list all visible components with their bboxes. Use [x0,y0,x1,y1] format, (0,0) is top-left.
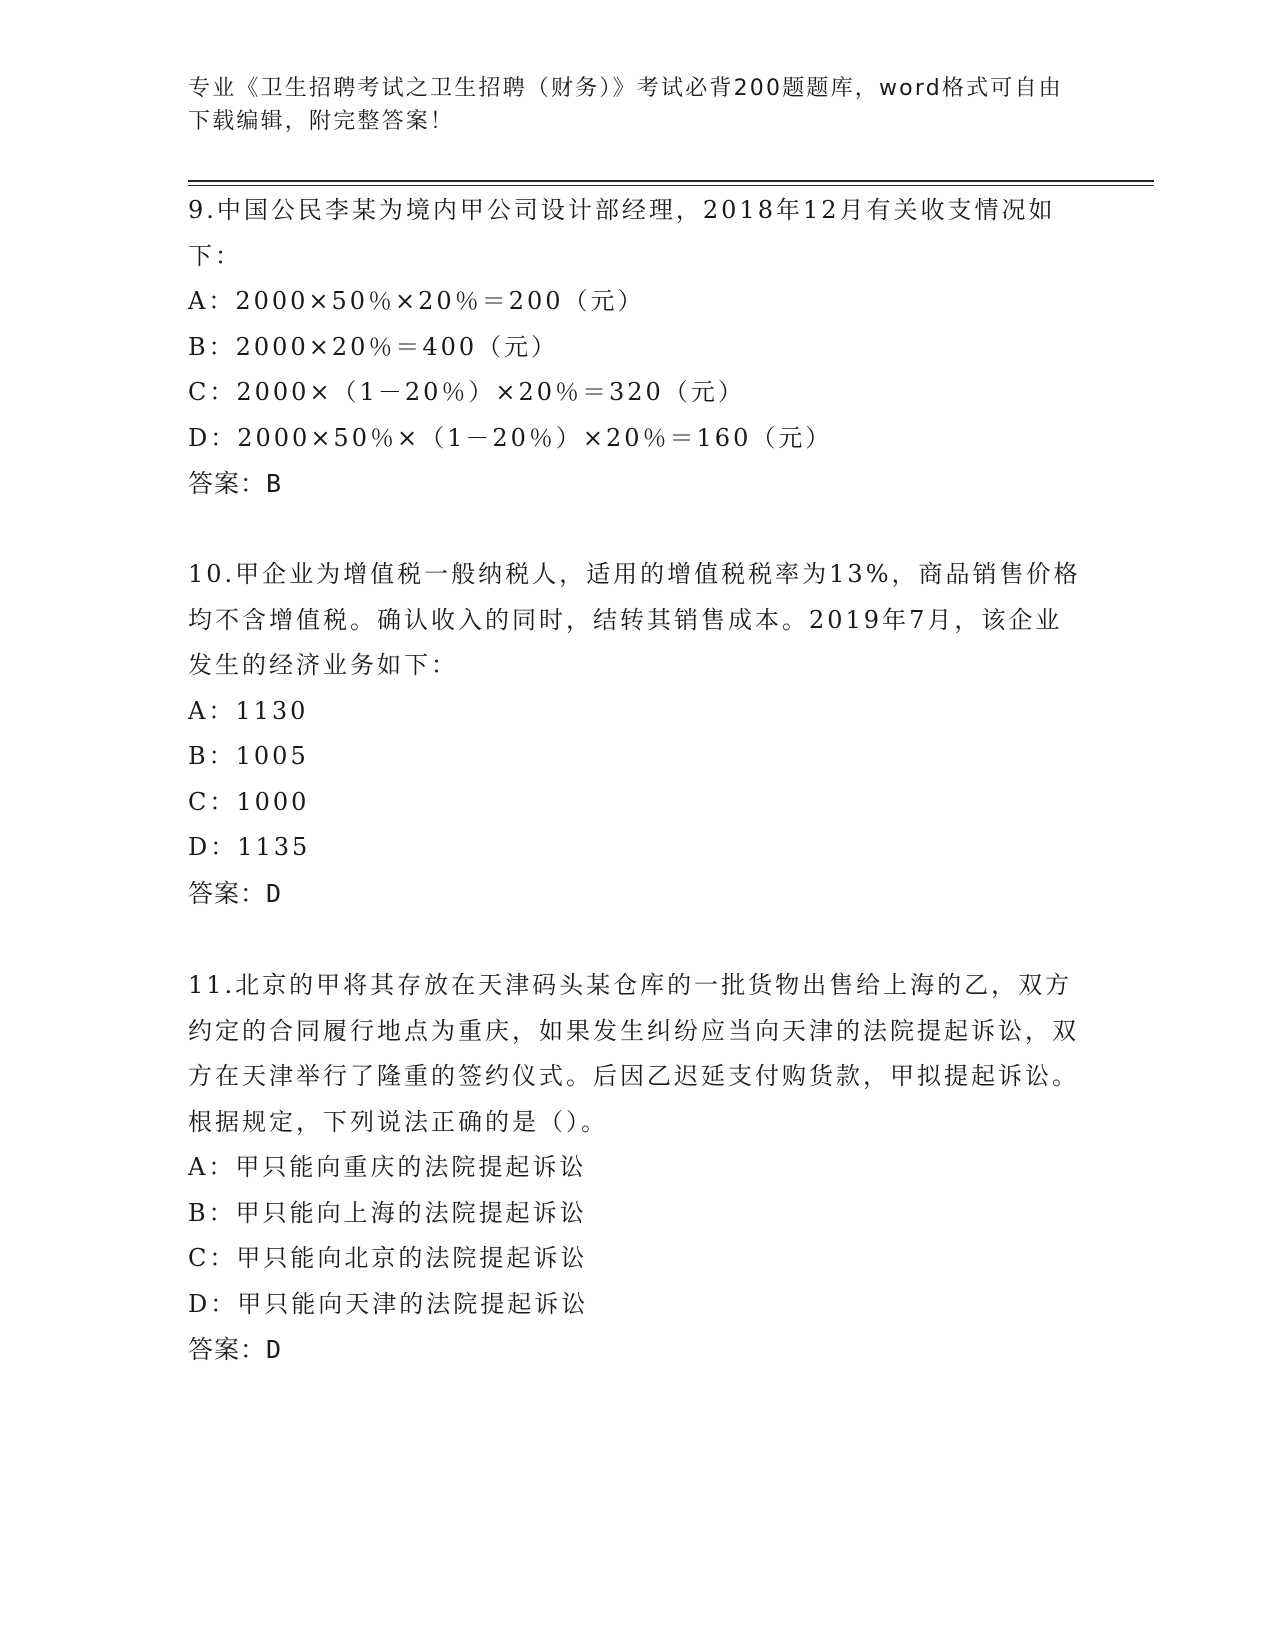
option-b: B：1005 [188,742,309,770]
option-a: A：1130 [188,696,309,725]
answer-value: B [266,469,283,498]
option-d: D：1135 [188,833,311,861]
option-a: A：2000×50％×20％＝200（元） [188,287,645,315]
answer-label: 答案： [188,878,267,908]
header-divider-thin [188,185,1154,186]
header-divider-thick [188,180,1154,182]
answer-line [188,871,1088,917]
answer-label: 答案： [188,469,267,498]
document-header: 专业《卫生招聘考试之卫生招聘（财务）》考试必背200题题库，word格式可自由下载编辑，附完整答案！ [188,76,1063,134]
question-11 [188,963,1088,1373]
option-d: D：甲只能向天津的法院提起诉讼 [188,1289,589,1318]
answer-line [188,1327,1088,1373]
question-10 [188,552,1088,916]
question-stem: 9.中国公民李某为境内甲公司设计部经理，2018年12月有关收支情况如下： [188,196,1056,270]
answer-line [188,461,1088,507]
option-b: B：甲只能向上海的法院提起诉讼 [188,1198,587,1227]
option-d: D：2000×50％×（1－20％）×20％＝160（元） [188,423,833,452]
answer-value: D [266,878,283,908]
answer-value: D [266,1335,283,1364]
question-9 [188,188,1088,507]
answer-label: 答案： [188,1335,267,1364]
option-c: C：甲只能向北京的法院提起诉讼 [188,1244,588,1272]
option-c: C：1000 [188,787,310,816]
question-stem: 10.甲企业为增值税一般纳税人，适用的增值税税率为13%，商品销售价格均不含增值税。确认收入的同时，结转其销售成本。2019年7月，该企业发生的经济业务如下： [188,560,1081,679]
option-b: B：2000×20％＝400（元） [188,332,559,361]
option-a: A：甲只能向重庆的法院提起诉讼 [188,1153,587,1181]
option-c: C：2000×（1－20％）×20％＝320（元） [188,378,745,406]
question-stem: 11.北京的甲将其存放在天津码头某仓库的一批货物出售给上海的乙，双方约定的合同履行地点为重庆，如果发生纠纷应当向天津的法院提起诉讼，双方在天津举行了隆重的签约仪式。后因乙迟延支付购货款，甲拟提起诉讼。根据规定，下列说法正确的是（）。 [188,971,1079,1136]
